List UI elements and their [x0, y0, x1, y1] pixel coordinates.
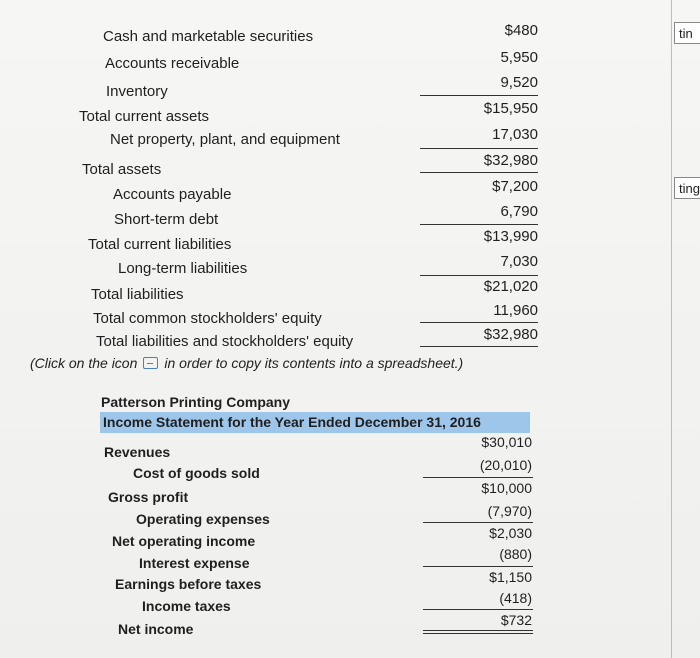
- underline-rule: [423, 522, 533, 523]
- is-value-operating-expenses: (7,970): [487, 503, 532, 519]
- bs-value-total-equity: 11,960: [493, 302, 538, 319]
- underline-rule: [420, 322, 538, 323]
- copy-instruction-note: [30, 355, 463, 371]
- bs-value-cash: $480: [504, 22, 538, 39]
- bs-label-total-current-assets: Total current assets: [79, 108, 210, 125]
- bs-value-total-current-liabilities: $13,990: [483, 228, 538, 245]
- bs-label-accounts-payable: Accounts payable: [113, 186, 232, 203]
- is-label-operating-expenses: Operating expenses: [136, 511, 270, 527]
- underline-rule: [420, 275, 538, 276]
- is-value-net-income: $732: [500, 612, 532, 628]
- bs-value-accounts-receivable: 5,950: [500, 49, 538, 66]
- is-label-gross-profit: Gross profit: [108, 489, 189, 505]
- is-value-net-operating-income: $2,030: [489, 525, 532, 541]
- bs-label-total-current-liabilities: Total current liabilities: [88, 236, 232, 253]
- bs-value-inventory: 9,520: [500, 74, 538, 91]
- is-value-revenues: $30,010: [481, 434, 532, 450]
- is-value-income-taxes: (418): [499, 590, 532, 606]
- underline-rule: [423, 566, 533, 567]
- bs-value-accounts-payable: $7,200: [492, 178, 538, 195]
- underline-rule: [420, 148, 538, 149]
- bs-value-total-liabilities: $21,020: [483, 278, 538, 295]
- bs-label-inventory: Inventory: [106, 83, 168, 100]
- is-label-interest-expense: Interest expense: [139, 555, 250, 571]
- is-label-income-taxes: Income taxes: [142, 598, 231, 614]
- note-text-before: (Click on the icon: [30, 355, 138, 371]
- note-text-after: in order to copy its contents into a spreadsheet.): [164, 355, 464, 371]
- bs-label-short-term-debt: Short-term debt: [114, 211, 219, 228]
- is-value-interest-expense: (880): [499, 546, 532, 562]
- bs-label-accounts-receivable: Accounts receivable: [105, 55, 240, 72]
- bs-label-net-ppe: Net property, plant, and equipment: [110, 131, 340, 148]
- bs-label-total-equity: Total common stockholders' equity: [93, 310, 322, 327]
- bs-label-total-liab-equity: Total liabilities and stockholders' equity: [96, 333, 354, 350]
- bs-value-short-term-debt: 6,790: [500, 203, 538, 220]
- is-label-earnings-before-taxes: Earnings before taxes: [115, 576, 262, 592]
- is-value-cogs: (20,010): [479, 457, 532, 473]
- is-value-earnings-before-taxes: $1,150: [489, 569, 532, 585]
- bs-label-long-term-liabilities: Long-term liabilities: [118, 260, 248, 277]
- double-underline-rule: [423, 633, 533, 634]
- bs-label-total-liabilities: Total liabilities: [91, 286, 184, 303]
- company-name: Patterson Printing Company: [101, 394, 291, 410]
- panel-divider: [671, 0, 672, 658]
- is-label-revenues: Revenues: [104, 444, 171, 460]
- underline-rule: [423, 477, 533, 478]
- double-underline-rule: [420, 346, 538, 347]
- underline-rule: [420, 224, 538, 225]
- bs-value-total-current-assets: $15,950: [483, 100, 538, 117]
- bs-label-total-assets: Total assets: [82, 161, 162, 178]
- statement-title: Income Statement for the Year Ended December 31, 2016: [100, 412, 530, 433]
- is-label-net-income: Net income: [118, 621, 194, 637]
- underline-rule: [420, 95, 538, 96]
- underline-rule: [423, 609, 533, 610]
- copy-to-spreadsheet-icon[interactable]: [143, 357, 158, 369]
- is-label-net-operating-income: Net operating income: [112, 533, 256, 549]
- bs-label-cash: Cash and marketable securities: [103, 28, 314, 45]
- bs-value-net-ppe: 17,030: [492, 126, 538, 143]
- bs-value-total-assets: $32,980: [483, 152, 538, 169]
- underline-rule: [420, 172, 538, 173]
- bs-value-long-term-liabilities: 7,030: [500, 253, 538, 270]
- is-value-gross-profit: $10,000: [481, 480, 532, 496]
- bs-value-total-liab-equity: $32,980: [483, 326, 538, 343]
- side-tab-middle[interactable]: ting: [674, 177, 700, 199]
- double-underline-rule: [423, 630, 533, 631]
- side-tab-top[interactable]: tin: [674, 22, 700, 44]
- is-label-cogs: Cost of goods sold: [133, 465, 260, 481]
